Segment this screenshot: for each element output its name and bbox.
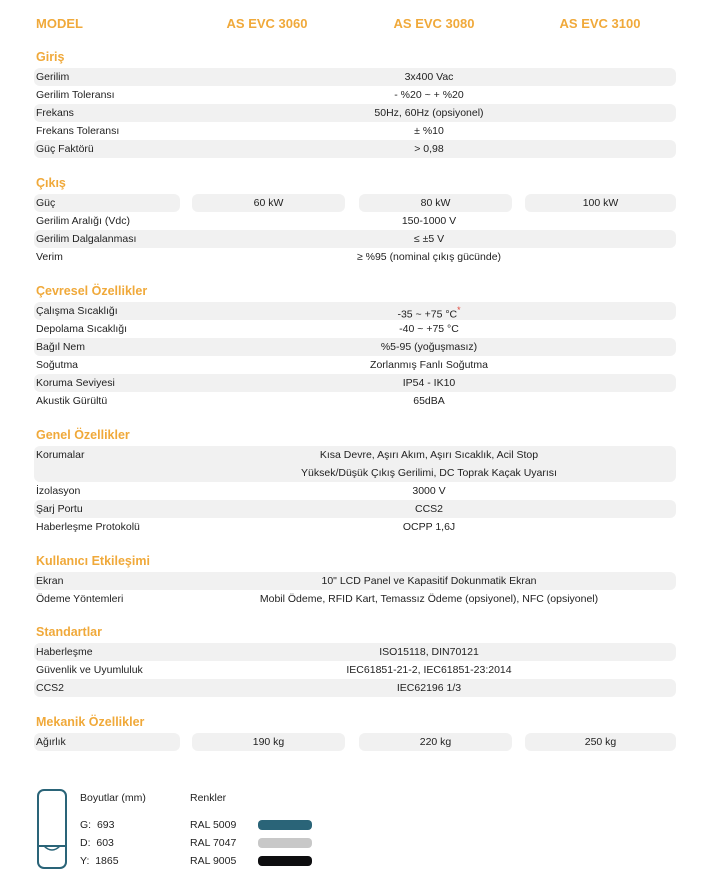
- spec-label: Çalışma Sıcaklığı: [36, 305, 118, 317]
- spec-value: - %20 ~ + %20: [394, 89, 464, 101]
- spec-row: [34, 212, 676, 230]
- spec-label: Akustik Gürültü: [36, 395, 108, 407]
- spec-value: Kısa Devre, Aşırı Akım, Aşırı Sıcaklık, Acil Stop: [319, 449, 539, 461]
- weight-cell-3080: 220 kg: [359, 733, 512, 751]
- spec-value: CCS2: [414, 503, 443, 515]
- section-title-mekanik: Mekanik Özellikler: [36, 715, 145, 729]
- color-name: RAL 5009: [190, 819, 237, 831]
- spec-row: [34, 86, 676, 104]
- power-cell-3080: 80 kW: [359, 194, 512, 212]
- spec-row: [34, 590, 676, 608]
- column-header-3080: AS EVC 3080: [393, 16, 475, 31]
- column-header-model: MODEL: [36, 16, 83, 31]
- dimension-depth: D: 603: [80, 837, 114, 849]
- spec-value: 65dBA: [413, 395, 445, 407]
- spec-label: Ekran: [36, 575, 64, 587]
- spec-row-weight: [34, 733, 676, 751]
- section-title-kullanici: Kullanıcı Etkileşimi: [36, 554, 150, 568]
- spec-row: [34, 230, 676, 248]
- dimension-width: G: 693: [80, 819, 115, 831]
- spec-label: Bağıl Nem: [36, 341, 86, 353]
- spec-value: %5-95 (yoğuşmasız): [380, 341, 478, 353]
- spec-row: [34, 68, 676, 86]
- spec-value: IEC62196 1/3: [396, 682, 462, 694]
- spec-value: 50Hz, 60Hz (opsiyonel): [374, 107, 484, 119]
- footnote-mark: *: [457, 305, 461, 315]
- color-swatch: [258, 856, 312, 866]
- spec-value: Mobil Ödeme, RFID Kart, Temassız Ödeme (opsiyonel), NFC (opsiyonel): [259, 593, 599, 605]
- spec-row: [34, 643, 676, 661]
- spec-row: [34, 679, 676, 697]
- spec-row-power: [34, 194, 676, 212]
- spec-label: CCS2: [36, 682, 65, 694]
- color-swatch: [258, 820, 312, 830]
- spec-value: 150-1000 V: [401, 215, 457, 227]
- spec-label: Gerilim Toleransı: [36, 89, 115, 101]
- colors-title: Renkler: [190, 792, 227, 804]
- spec-value: IEC61851-21-2, IEC61851-23:2014: [346, 664, 512, 676]
- spec-label: Gerilim Dalgalanması: [36, 233, 137, 245]
- power-cell-3060: 60 kW: [192, 194, 345, 212]
- spec-label: Ağırlık: [36, 736, 66, 748]
- spec-row: [34, 572, 676, 590]
- spec-label: Frekans Toleransı: [36, 125, 120, 137]
- spec-row: [34, 122, 676, 140]
- column-header-3100: AS EVC 3100: [559, 16, 641, 31]
- spec-value: ≤ ±5 V: [413, 233, 445, 245]
- spec-value: 10" LCD Panel ve Kapasitif Dokunmatik Ekran: [321, 575, 537, 587]
- spec-row: [34, 374, 676, 392]
- spec-value: ≥ %95 (nominal çıkış gücünde): [356, 251, 502, 263]
- spec-label: Gerilim: [36, 71, 70, 83]
- spec-value: 3000 V: [412, 485, 446, 497]
- spec-row: [34, 320, 676, 338]
- spec-value: Zorlanmış Fanlı Soğutma: [370, 359, 488, 371]
- spec-row: [34, 500, 676, 518]
- spec-value: -40 ~ +75 °C: [399, 323, 459, 335]
- spec-row: [34, 482, 676, 500]
- spec-row: [34, 518, 676, 536]
- spec-value: IP54 - IK10: [402, 377, 456, 389]
- spec-label: Güç Faktörü: [36, 143, 94, 155]
- spec-row: [34, 356, 676, 374]
- spec-label: Ödeme Yöntemleri: [36, 593, 124, 605]
- spec-label: Haberleşme Protokolü: [36, 521, 140, 533]
- spec-label: Güç: [36, 197, 56, 209]
- spec-value: 3x400 Vac: [404, 71, 454, 83]
- spec-label: Haberleşme: [36, 646, 93, 658]
- spec-row: [34, 338, 676, 356]
- spec-row: [34, 140, 676, 158]
- spec-label: Frekans: [36, 107, 74, 119]
- weight-cell-3060: 190 kg: [192, 733, 345, 751]
- spec-value-second-line: Yüksek/Düşük Çıkış Gerilimi, DC Toprak Kaçak Uyarısı: [301, 467, 557, 479]
- column-header-3060: AS EVC 3060: [226, 16, 308, 31]
- spec-label: Korumalar: [36, 449, 85, 461]
- weight-cell-3100: 250 kg: [525, 733, 676, 751]
- color-name: RAL 9005: [190, 855, 237, 867]
- spec-value: > 0,98: [414, 143, 444, 155]
- spec-row-protections: [34, 446, 676, 482]
- spec-label: Soğutma: [36, 359, 79, 371]
- spec-row: [34, 248, 676, 266]
- spec-label: Depolama Sıcaklığı: [36, 323, 128, 335]
- dimension-height: Y: 1865: [80, 855, 119, 867]
- spec-row: [34, 661, 676, 679]
- section-title-cevresel: Çevresel Özellikler: [36, 284, 148, 298]
- spec-value: ± %10: [414, 125, 444, 137]
- spec-value: -35 ~ +75 °C*: [397, 305, 461, 321]
- section-title-standartlar: Standartlar: [36, 625, 102, 639]
- spec-row: [34, 392, 676, 410]
- dimensions-title: Boyutlar (mm): [80, 792, 146, 804]
- color-name: RAL 7047: [190, 837, 237, 849]
- section-title-giris: Giriş: [36, 50, 65, 64]
- spec-row: [34, 302, 676, 320]
- spec-label: Şarj Portu: [36, 503, 83, 515]
- spec-row: [34, 104, 676, 122]
- spec-label: Koruma Seviyesi: [36, 377, 115, 389]
- section-title-genel: Genel Özellikler: [36, 428, 130, 442]
- color-swatch: [258, 838, 312, 848]
- spec-value: OCPP 1,6J: [402, 521, 456, 533]
- power-cell-3100: 100 kW: [525, 194, 676, 212]
- spec-label: İzolasyon: [36, 485, 81, 497]
- spec-label: Verim: [36, 251, 63, 263]
- charger-outline-icon: [36, 788, 68, 870]
- spec-value: ISO15118, DIN70121: [379, 646, 479, 658]
- spec-label: Güvenlik ve Uyumluluk: [36, 664, 143, 676]
- spec-label: Gerilim Aralığı (Vdc): [36, 215, 130, 227]
- section-title-cikis: Çıkış: [36, 176, 66, 190]
